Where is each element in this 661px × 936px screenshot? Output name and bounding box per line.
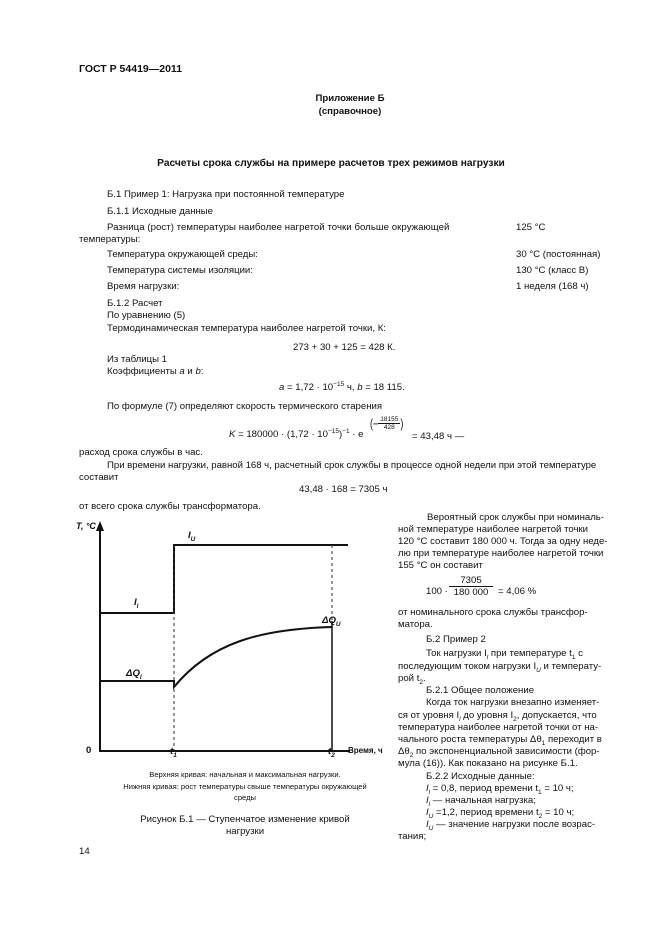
origin-label: 0 [86,745,92,756]
b21-l5: $\Delta\theta_2$ по экспоненциальной зависимости (фор- [398,746,600,759]
appendix-subtitle: (справочное) [318,106,382,117]
pct-result: = 4,06 % [498,586,537,597]
rc-p2-l2: матора. [398,619,433,630]
thermo-equation: 273 + 30 + 125 = 428 К. [293,342,396,353]
param-value-3: 130 °С (класс В) [516,265,589,276]
page-number: 14 [79,846,90,857]
param-label-4: Время нагрузки: [107,281,180,292]
rc-p1-l4: лю при температуре наиболее нагретой точки [398,548,604,559]
figure-note-2: Нижняя кривая: рост температуры свыше температуры окружающей [123,782,367,791]
appendix-title: Приложение Б [315,93,385,104]
rc-p1-l2: ной температуре наиболее нагретой точки [398,524,589,535]
standard-number: ГОСТ Р 54419—2011 [79,63,183,75]
coefficients-equation: $a = 1,72 \cdot 10^{-15}$ ч, b = 18 115. [279,381,405,394]
y-axis-label: T, °С [76,521,96,531]
rc-p1-l3: 120 °С составит 180 000 ч. Тогда за одну неде- [398,536,608,547]
b2-heading: Б.2 Пример 2 [426,634,486,645]
table-reference: Из таблицы 1 [107,354,167,365]
t2-label: $t_2$ [328,746,335,759]
figure-note-1: Верхняя кривая: начальная и максимальная нагрузки. [149,770,341,779]
dql-label: $\Delta Q_l$ [126,668,142,681]
life-equation: 43,48 · 168 = 7305 ч [299,484,388,495]
pct-prefix: 100 · [426,586,448,597]
rate-text: расход срока службы в час. [79,447,203,458]
b2-text-l3: рой $t_2$. [398,673,426,686]
b11-heading: Б.1.1 Исходные данные [107,206,214,217]
section-title: Расчеты срока службы на примере расчетов трех режимов нагрузки [157,158,505,169]
life-text: При времени нагрузки, равной 168 ч, расчетный срок службы в процессе одной недели при этой температуре [107,460,597,471]
b12-heading: Б.1.2 Расчет [107,298,163,309]
life-text-2: составит [79,472,119,483]
rc-p1-l1: Вероятный срок службы при номиналь- [427,512,604,523]
formula7-reference: По формуле (7) определяют скорость термического старения [107,401,383,412]
b21-l1: Когда ток нагрузки внезапно изменяет- [426,697,600,708]
thermo-label: Термодинамическая температура наиболее нагретой точки, К: [107,323,386,334]
b21-l2: ся от уровня $I_l$ до уровня $I_2$, допускается, что [398,710,597,723]
figure-b1 [60,515,390,770]
param-label-1b: температуры: [79,234,141,245]
b21-l6: мула (16)). Как показано на рисунке Б.1. [398,758,578,769]
b2-text-l1: Ток нагрузки $I_l$ при температуре $t_1$ с [426,648,583,661]
b21-l3: температура наиболее нагретой точки от на- [398,722,599,733]
data-item-2: $I_l$ — начальная нагрузка; [426,795,536,808]
data-item-4b: тания; [398,831,427,842]
figure-note-3: среды [234,793,256,802]
param-value-4: 1 неделя (168 ч) [516,281,589,292]
t1-label: $t_1$ [170,746,177,759]
pct-fraction [449,575,493,598]
y-axis-arrow [96,521,104,531]
iu-label: $I_U$ [188,530,196,543]
il-label: $I_l$ [134,597,139,610]
x-axis-label: Время, ч [348,746,383,755]
b21-l4: чального роста температуры $\Delta\theta_1$ переходит в [398,734,602,747]
figure-caption-2: нагрузки [225,826,265,837]
data-item-1: $I_l = 0,8$, период времени $t_1 = 10$ ч; [426,783,574,796]
b2-text-l2: последующим током нагрузки $I_U$ и температу- [398,661,602,674]
param-label-3: Температура системы изоляции: [107,265,253,276]
b1-heading: Б.1 Пример 1: Нагрузка при постоянной температуре [107,189,345,200]
param-label-1: Разница (рост) температуры наиболее нагретой точки больше окружающей [107,222,450,233]
param-value-2: 30 °С (постоянная) [516,249,601,260]
pct-numerator: 7305 [449,575,493,587]
k-equation: $K = 180000 \cdot (1,72 \cdot 10^{-15})^{-1} \cdot e$ [229,428,364,441]
rc-p1-l5: 155 °С он составит [398,560,483,571]
k-exponent-fraction: (− $\frac{18155}{428}$ ) [370,416,404,431]
param-value-1: 125 °С [516,222,546,233]
dqu-label: $\Delta Q_U$ [322,615,341,628]
rc-p2-l1: от номинального срока службы трансфор- [398,607,588,618]
param-label-2: Температура окружающей среды: [107,249,258,260]
k-result: = 43,48 ч — [412,431,465,442]
eq5-reference: По уравнению (5) [107,310,186,321]
b22-heading: Б.2.2 Исходные данные: [426,771,535,782]
life-tail: от всего срока службы трансформатора. [79,501,261,512]
pct-denominator: 180 000 [453,587,489,598]
data-item-4: $I_U$ — значение нагрузки после возрас- [426,819,596,832]
figure-caption-1: Рисунок Б.1 — Ступенчатое изменение кривой [140,814,350,825]
data-item-3: $I_U =1,2$, период времени $t_2 = 10$ ч; [426,807,575,820]
b21-heading: Б.2.1 Общее положение [426,685,535,696]
coefficients-label: Коэффициенты a и b: [107,366,204,377]
